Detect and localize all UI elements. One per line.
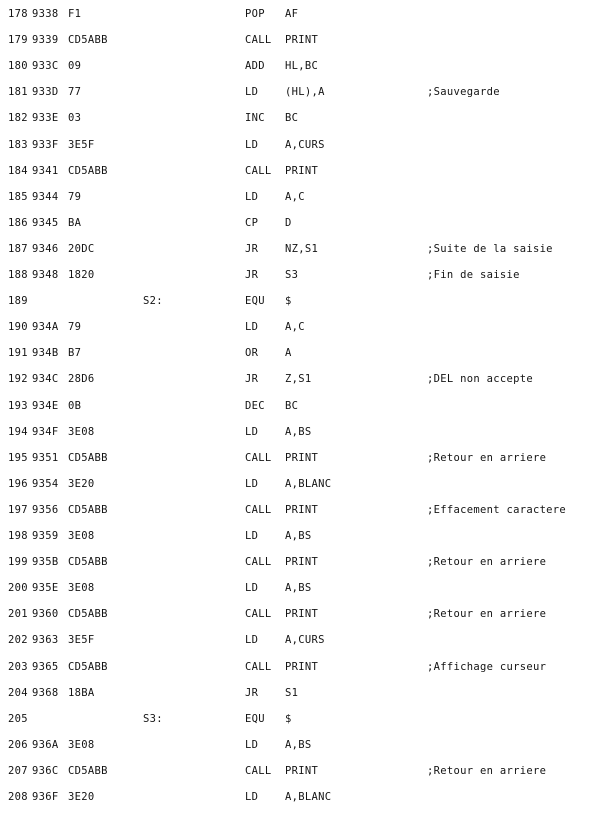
listing-line xyxy=(0,736,604,754)
mnemonic: EQU xyxy=(245,713,265,725)
line-number: 193 xyxy=(8,400,28,412)
listing-line xyxy=(0,579,604,597)
operand: PRINT xyxy=(285,452,319,464)
line-number: 207 xyxy=(8,765,28,777)
mnemonic: LD xyxy=(245,426,259,438)
listing-line xyxy=(0,631,604,649)
mnemonic: CALL xyxy=(245,34,272,46)
line-number: 178 xyxy=(8,8,28,20)
hex-bytes: 09 xyxy=(68,60,82,72)
listing-line xyxy=(0,605,604,623)
address: 9339 xyxy=(32,34,59,46)
mnemonic: LD xyxy=(245,530,259,542)
operand: A,BLANC xyxy=(285,478,332,490)
listing-line xyxy=(0,292,604,310)
mnemonic: ADD xyxy=(245,60,265,72)
listing-line xyxy=(0,658,604,676)
line-number: 185 xyxy=(8,191,28,203)
line-number: 191 xyxy=(8,347,28,359)
line-number: 204 xyxy=(8,687,28,699)
address: 9345 xyxy=(32,217,59,229)
operand: A,BLANC xyxy=(285,791,332,803)
line-number: 182 xyxy=(8,112,28,124)
operand: PRINT xyxy=(285,504,319,516)
line-number: 198 xyxy=(8,530,28,542)
mnemonic: CALL xyxy=(245,556,272,568)
address: 9341 xyxy=(32,165,59,177)
mnemonic: JR xyxy=(245,243,259,255)
mnemonic: CP xyxy=(245,217,259,229)
hex-bytes: CD5ABB xyxy=(68,165,108,177)
mnemonic: CALL xyxy=(245,452,272,464)
line-number: 194 xyxy=(8,426,28,438)
operand: PRINT xyxy=(285,165,319,177)
listing-line xyxy=(0,109,604,127)
operand: AF xyxy=(285,8,299,20)
line-number: 192 xyxy=(8,373,28,385)
listing-line xyxy=(0,162,604,180)
mnemonic: OR xyxy=(245,347,259,359)
address: 9348 xyxy=(32,269,59,281)
operand: A,CURS xyxy=(285,139,325,151)
address: 933D xyxy=(32,86,59,98)
hex-bytes: CD5ABB xyxy=(68,556,108,568)
operand: NZ,S1 xyxy=(285,243,319,255)
listing-line xyxy=(0,5,604,23)
operand: PRINT xyxy=(285,34,319,46)
listing-line xyxy=(0,344,604,362)
listing-line xyxy=(0,762,604,780)
mnemonic: LD xyxy=(245,739,259,751)
line-number: 202 xyxy=(8,634,28,646)
listing-line xyxy=(0,188,604,206)
listing-line xyxy=(0,31,604,49)
operand: S3 xyxy=(285,269,299,281)
hex-bytes: CD5ABB xyxy=(68,661,108,673)
listing-line xyxy=(0,397,604,415)
address: 934C xyxy=(32,373,59,385)
operand: PRINT xyxy=(285,608,319,620)
hex-bytes: 03 xyxy=(68,112,82,124)
comment: ;Affichage curseur xyxy=(427,661,547,673)
address: 9368 xyxy=(32,687,59,699)
listing-line xyxy=(0,710,604,728)
mnemonic: JR xyxy=(245,269,259,281)
hex-bytes: 3E5F xyxy=(68,139,95,151)
line-number: 183 xyxy=(8,139,28,151)
hex-bytes: 3E20 xyxy=(68,478,95,490)
hex-bytes: 3E5F xyxy=(68,634,95,646)
listing-line xyxy=(0,266,604,284)
mnemonic: LD xyxy=(245,634,259,646)
mnemonic: INC xyxy=(245,112,265,124)
address: 934E xyxy=(32,400,59,412)
operand: BC xyxy=(285,112,299,124)
address: 936A xyxy=(32,739,59,751)
address: 934B xyxy=(32,347,59,359)
listing-line xyxy=(0,449,604,467)
mnemonic: JR xyxy=(245,373,259,385)
comment: ;Effacement caractere xyxy=(427,504,567,516)
mnemonic: LD xyxy=(245,321,259,333)
line-number: 180 xyxy=(8,60,28,72)
comment: ;Fin de saisie xyxy=(427,269,520,281)
line-number: 195 xyxy=(8,452,28,464)
operand: HL,BC xyxy=(285,60,319,72)
line-number: 184 xyxy=(8,165,28,177)
line-number: 208 xyxy=(8,791,28,803)
mnemonic: CALL xyxy=(245,504,272,516)
hex-bytes: 3E08 xyxy=(68,530,95,542)
mnemonic: LD xyxy=(245,478,259,490)
address: 933F xyxy=(32,139,59,151)
listing-line xyxy=(0,684,604,702)
address: 9360 xyxy=(32,608,59,620)
operand: A xyxy=(285,347,292,359)
mnemonic: CALL xyxy=(245,765,272,777)
listing-line xyxy=(0,475,604,493)
hex-bytes: B7 xyxy=(68,347,82,359)
line-number: 188 xyxy=(8,269,28,281)
mnemonic: EQU xyxy=(245,295,265,307)
hex-bytes: BA xyxy=(68,217,82,229)
address: 9346 xyxy=(32,243,59,255)
address: 9363 xyxy=(32,634,59,646)
address: 936F xyxy=(32,791,59,803)
hex-bytes: 79 xyxy=(68,191,82,203)
label: S2: xyxy=(143,295,163,307)
hex-bytes: 3E08 xyxy=(68,582,95,594)
listing-line xyxy=(0,527,604,545)
address: 934A xyxy=(32,321,59,333)
comment: ;Retour en arriere xyxy=(427,765,547,777)
operand: S1 xyxy=(285,687,299,699)
mnemonic: LD xyxy=(245,791,259,803)
address: 935B xyxy=(32,556,59,568)
operand: A,C xyxy=(285,191,305,203)
mnemonic: LD xyxy=(245,139,259,151)
listing-line xyxy=(0,57,604,75)
line-number: 205 xyxy=(8,713,28,725)
line-number: 196 xyxy=(8,478,28,490)
operand: PRINT xyxy=(285,765,319,777)
address: 9351 xyxy=(32,452,59,464)
line-number: 181 xyxy=(8,86,28,98)
address: 9356 xyxy=(32,504,59,516)
address: 9359 xyxy=(32,530,59,542)
operand: A,C xyxy=(285,321,305,333)
listing-line xyxy=(0,370,604,388)
operand: BC xyxy=(285,400,299,412)
operand: A,BS xyxy=(285,739,312,751)
line-number: 187 xyxy=(8,243,28,255)
line-number: 190 xyxy=(8,321,28,333)
operand: A,BS xyxy=(285,530,312,542)
mnemonic: LD xyxy=(245,582,259,594)
address: 933C xyxy=(32,60,59,72)
mnemonic: POP xyxy=(245,8,265,20)
line-number: 200 xyxy=(8,582,28,594)
address: 936C xyxy=(32,765,59,777)
address: 933E xyxy=(32,112,59,124)
label: S3: xyxy=(143,713,163,725)
address: 935E xyxy=(32,582,59,594)
address: 934F xyxy=(32,426,59,438)
hex-bytes: CD5ABB xyxy=(68,34,108,46)
listing-line xyxy=(0,501,604,519)
line-number: 186 xyxy=(8,217,28,229)
listing-line xyxy=(0,214,604,232)
listing-line xyxy=(0,553,604,571)
address: 9338 xyxy=(32,8,59,20)
hex-bytes: 1820 xyxy=(68,269,95,281)
mnemonic: JR xyxy=(245,687,259,699)
mnemonic: LD xyxy=(245,191,259,203)
hex-bytes: 79 xyxy=(68,321,82,333)
hex-bytes: 18BA xyxy=(68,687,95,699)
operand: PRINT xyxy=(285,661,319,673)
mnemonic: CALL xyxy=(245,608,272,620)
listing-line xyxy=(0,423,604,441)
operand: Z,S1 xyxy=(285,373,312,385)
operand: (HL),A xyxy=(285,86,325,98)
listing-line xyxy=(0,240,604,258)
hex-bytes: 77 xyxy=(68,86,82,98)
comment: ;Suite de la saisie xyxy=(427,243,553,255)
comment: ;Retour en arriere xyxy=(427,452,547,464)
line-number: 206 xyxy=(8,739,28,751)
mnemonic: DEC xyxy=(245,400,265,412)
line-number: 197 xyxy=(8,504,28,516)
operand: A,BS xyxy=(285,582,312,594)
line-number: 179 xyxy=(8,34,28,46)
comment: ;Sauvegarde xyxy=(427,86,500,98)
listing-line xyxy=(0,788,604,806)
listing-line xyxy=(0,136,604,154)
hex-bytes: CD5ABB xyxy=(68,608,108,620)
hex-bytes: 28D6 xyxy=(68,373,95,385)
address: 9344 xyxy=(32,191,59,203)
hex-bytes: 3E08 xyxy=(68,426,95,438)
listing-line xyxy=(0,318,604,336)
address: 9354 xyxy=(32,478,59,490)
line-number: 201 xyxy=(8,608,28,620)
address: 9365 xyxy=(32,661,59,673)
operand: $ xyxy=(285,713,292,725)
hex-bytes: 3E08 xyxy=(68,739,95,751)
operand: A,CURS xyxy=(285,634,325,646)
line-number: 199 xyxy=(8,556,28,568)
hex-bytes: F1 xyxy=(68,8,82,20)
line-number: 189 xyxy=(8,295,28,307)
mnemonic: CALL xyxy=(245,661,272,673)
hex-bytes: CD5ABB xyxy=(68,765,108,777)
comment: ;Retour en arriere xyxy=(427,556,547,568)
hex-bytes: 0B xyxy=(68,400,82,412)
operand: $ xyxy=(285,295,292,307)
listing-line xyxy=(0,83,604,101)
hex-bytes: CD5ABB xyxy=(68,452,108,464)
hex-bytes: 20DC xyxy=(68,243,95,255)
operand: A,BS xyxy=(285,426,312,438)
hex-bytes: 3E20 xyxy=(68,791,95,803)
hex-bytes: CD5ABB xyxy=(68,504,108,516)
comment: ;DEL non accepte xyxy=(427,373,533,385)
mnemonic: CALL xyxy=(245,165,272,177)
operand: PRINT xyxy=(285,556,319,568)
line-number: 203 xyxy=(8,661,28,673)
operand: D xyxy=(285,217,292,229)
comment: ;Retour en arriere xyxy=(427,608,547,620)
mnemonic: LD xyxy=(245,86,259,98)
